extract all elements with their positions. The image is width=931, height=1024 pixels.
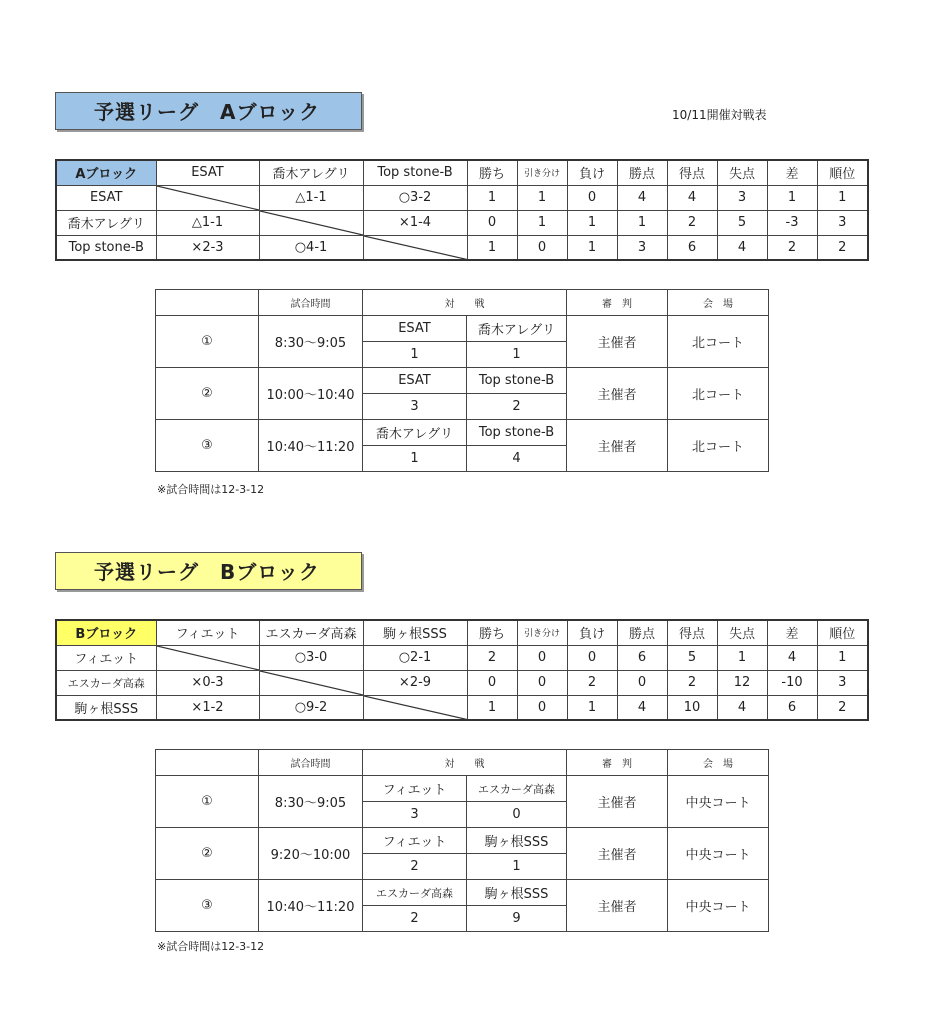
block-a-schedule: [155, 289, 769, 472]
stat-value: 0: [467, 210, 517, 235]
self-match-cell: [259, 210, 363, 235]
stat-value: 3: [817, 670, 868, 695]
stat-value: 2: [817, 695, 868, 720]
stat-value: 0: [517, 695, 567, 720]
self-match-cell: [363, 695, 467, 720]
stat-value: 4: [667, 185, 717, 210]
match-result: ○3-2: [363, 185, 467, 210]
stat-value: -10: [767, 670, 817, 695]
stat-value: 4: [717, 695, 767, 720]
col-points: 勝点: [617, 620, 667, 645]
home-team: エスカーダ高森: [363, 880, 467, 906]
stat-value: 5: [717, 210, 767, 235]
self-match-cell: [259, 670, 363, 695]
away-team: 喬木アレグリ: [467, 316, 567, 342]
match-result: ×1-2: [156, 695, 259, 720]
team-name: Top stone-B: [56, 235, 156, 260]
match-row: [156, 420, 769, 446]
home-team: ESAT: [363, 316, 467, 342]
standings-header-row: [56, 620, 868, 645]
block-b-schedule: [155, 749, 769, 932]
stat-value: 1: [617, 210, 667, 235]
col-team: 駒ヶ根SSS: [363, 620, 467, 645]
stat-value: 1: [567, 235, 617, 260]
stat-value: 4: [617, 695, 667, 720]
match-row: [156, 776, 769, 802]
match-result: ×1-4: [363, 210, 467, 235]
stat-value: 1: [517, 185, 567, 210]
home-team: フィエット: [363, 776, 467, 802]
team-name: 駒ヶ根SSS: [56, 695, 156, 720]
block-b-standings: [55, 619, 869, 721]
away-score: 9: [467, 906, 567, 932]
team-name: ESAT: [56, 185, 156, 210]
col-goals-for: 得点: [667, 620, 717, 645]
referee: 主催者: [567, 316, 668, 368]
stat-value: 1: [517, 210, 567, 235]
self-match-cell: [363, 235, 467, 260]
match-number: ③: [156, 880, 259, 932]
self-match-cell: [156, 645, 259, 670]
home-score: 2: [363, 906, 467, 932]
header-blank: [156, 750, 259, 776]
stat-value: 2: [817, 235, 868, 260]
match-time: 10:40〜11:20: [259, 880, 363, 932]
col-goals-for: 得点: [667, 160, 717, 185]
home-team: ESAT: [363, 368, 467, 394]
team-name: エスカーダ高森: [56, 670, 156, 695]
header-venue: 会 場: [668, 750, 769, 776]
header-venue: 会 場: [668, 290, 769, 316]
match-result: ○3-0: [259, 645, 363, 670]
stat-value: 1: [567, 695, 617, 720]
match-result: ○9-2: [259, 695, 363, 720]
col-wins: 勝ち: [467, 620, 517, 645]
block-b-title: 予選リーグ Bブロック: [55, 552, 362, 590]
referee: 主催者: [567, 420, 668, 472]
referee: 主催者: [567, 776, 668, 828]
table-row: [56, 670, 868, 695]
col-team: フィエット: [156, 620, 259, 645]
away-score: 1: [467, 854, 567, 880]
block-label: Bブロック: [56, 620, 156, 645]
header-referee: 審 判: [567, 290, 668, 316]
stat-value: 3: [717, 185, 767, 210]
stat-value: 6: [667, 235, 717, 260]
col-draws: 引き分け: [517, 160, 567, 185]
match-result: ○4-1: [259, 235, 363, 260]
col-losses: 負け: [567, 620, 617, 645]
match-number: ①: [156, 776, 259, 828]
stat-value: 0: [517, 670, 567, 695]
stat-value: 1: [467, 235, 517, 260]
schedule-header-row: [156, 750, 769, 776]
referee: 主催者: [567, 880, 668, 932]
col-team: ESAT: [156, 160, 259, 185]
block-a-standings: [55, 159, 869, 261]
table-row: [56, 235, 868, 260]
home-score: 1: [363, 342, 467, 368]
match-row: [156, 880, 769, 906]
match-time: 10:00〜10:40: [259, 368, 363, 420]
match-result: ×2-3: [156, 235, 259, 260]
match-row: [156, 316, 769, 342]
table-row: [56, 185, 868, 210]
away-team: Top stone-B: [467, 368, 567, 394]
header-blank: [156, 290, 259, 316]
match-number: ③: [156, 420, 259, 472]
stat-value: 0: [517, 235, 567, 260]
match-number: ②: [156, 828, 259, 880]
away-score: 0: [467, 802, 567, 828]
header-match: 対 戦: [363, 750, 567, 776]
stat-value: 10: [667, 695, 717, 720]
block-label: Aブロック: [56, 160, 156, 185]
venue: 北コート: [668, 316, 769, 368]
match-result: △1-1: [156, 210, 259, 235]
stat-value: 3: [617, 235, 667, 260]
away-score: 1: [467, 342, 567, 368]
stat-value: 0: [467, 670, 517, 695]
stat-value: 1: [567, 210, 617, 235]
header-match: 対 戦: [363, 290, 567, 316]
schedule-header-row: [156, 290, 769, 316]
stat-value: 2: [467, 645, 517, 670]
away-team: 駒ヶ根SSS: [467, 828, 567, 854]
home-score: 1: [363, 446, 467, 472]
away-team: Top stone-B: [467, 420, 567, 446]
away-score: 4: [467, 446, 567, 472]
match-time: 8:30〜9:05: [259, 776, 363, 828]
home-team: フィエット: [363, 828, 467, 854]
venue: 中央コート: [668, 880, 769, 932]
stat-value: 2: [767, 235, 817, 260]
stat-value: 0: [567, 185, 617, 210]
col-goal-diff: 差: [767, 620, 817, 645]
header-time: 試合時間: [259, 750, 363, 776]
stat-value: 4: [717, 235, 767, 260]
match-result: ×0-3: [156, 670, 259, 695]
match-row: [156, 828, 769, 854]
standings-header-row: [56, 160, 868, 185]
referee: 主催者: [567, 828, 668, 880]
self-match-cell: [156, 185, 259, 210]
stat-value: -3: [767, 210, 817, 235]
col-draws: 引き分け: [517, 620, 567, 645]
block-a-footnote: ※試合時間は12-3-12: [157, 483, 265, 496]
match-number: ①: [156, 316, 259, 368]
table-row: [56, 645, 868, 670]
stat-value: 6: [617, 645, 667, 670]
block-b-footnote: ※試合時間は12-3-12: [157, 940, 265, 953]
match-result: ×2-9: [363, 670, 467, 695]
match-time: 8:30〜9:05: [259, 316, 363, 368]
stat-value: 1: [467, 185, 517, 210]
stat-value: 3: [817, 210, 868, 235]
col-losses: 負け: [567, 160, 617, 185]
stat-value: 0: [567, 645, 617, 670]
stat-value: 0: [517, 645, 567, 670]
referee: 主催者: [567, 368, 668, 420]
venue: 中央コート: [668, 828, 769, 880]
stat-value: 1: [767, 185, 817, 210]
team-name: フィエット: [56, 645, 156, 670]
col-rank: 順位: [817, 160, 868, 185]
stat-value: 2: [667, 670, 717, 695]
stat-value: 2: [567, 670, 617, 695]
stat-value: 1: [817, 645, 868, 670]
col-goals-against: 失点: [717, 620, 767, 645]
venue: 中央コート: [668, 776, 769, 828]
team-name: 喬木アレグリ: [56, 210, 156, 235]
match-time: 9:20〜10:00: [259, 828, 363, 880]
table-row: [56, 695, 868, 720]
block-a-title: 予選リーグ Aブロック: [55, 92, 362, 130]
col-rank: 順位: [817, 620, 868, 645]
date-note: 10/11開催対戦表: [672, 108, 767, 122]
stat-value: 4: [617, 185, 667, 210]
col-team: エスカーダ高森: [259, 620, 363, 645]
match-row: [156, 368, 769, 394]
match-time: 10:40〜11:20: [259, 420, 363, 472]
col-goals-against: 失点: [717, 160, 767, 185]
stat-value: 12: [717, 670, 767, 695]
stat-value: 4: [767, 645, 817, 670]
stat-value: 1: [467, 695, 517, 720]
away-team: エスカーダ高森: [467, 776, 567, 802]
home-score: 3: [363, 394, 467, 420]
away-score: 2: [467, 394, 567, 420]
stat-value: 5: [667, 645, 717, 670]
venue: 北コート: [668, 368, 769, 420]
col-team: 喬木アレグリ: [259, 160, 363, 185]
stat-value: 1: [817, 185, 868, 210]
header-time: 試合時間: [259, 290, 363, 316]
stat-value: 0: [617, 670, 667, 695]
away-team: 駒ヶ根SSS: [467, 880, 567, 906]
match-result: △1-1: [259, 185, 363, 210]
stat-value: 2: [667, 210, 717, 235]
match-number: ②: [156, 368, 259, 420]
stat-value: 6: [767, 695, 817, 720]
venue: 北コート: [668, 420, 769, 472]
home-score: 3: [363, 802, 467, 828]
match-result: ○2-1: [363, 645, 467, 670]
col-team: Top stone-B: [363, 160, 467, 185]
header-referee: 審 判: [567, 750, 668, 776]
home-score: 2: [363, 854, 467, 880]
col-points: 勝点: [617, 160, 667, 185]
home-team: 喬木アレグリ: [363, 420, 467, 446]
table-row: [56, 210, 868, 235]
col-wins: 勝ち: [467, 160, 517, 185]
col-goal-diff: 差: [767, 160, 817, 185]
stat-value: 1: [717, 645, 767, 670]
